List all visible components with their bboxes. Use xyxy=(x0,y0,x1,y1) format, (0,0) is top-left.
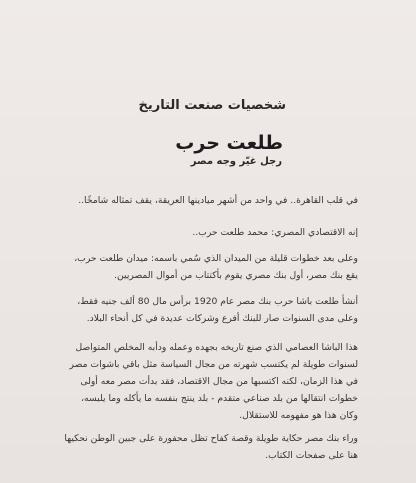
paragraph: إنه الاقتصادي المصري: محمد طلعت حرب.. xyxy=(192,227,358,238)
paragraph: وعلى بعد خطوات قليلة من الميدان الذي سُمي باسمه: ميدان طلعت حرب، يقع بنك مصر، أول بنك مصري يقوم بأكتتاب من أموال المصريين. xyxy=(74,253,358,281)
paragraph: في قلب القاهرة.. في واحد من أشهر ميادينها العريقة، يقف تمثاله شامخًا.. xyxy=(78,195,358,206)
paragraph: وراء بنك مصر حكاية طويلة وقصة كفاح تظل محفورة على جبين الوطن نحكيها هنا على صفحات الكتاب. xyxy=(64,433,358,461)
series-title: شخصيات صنعت التاريخ xyxy=(138,98,286,113)
paragraph: أنشأ طلعت باشا حرب بنك مصر عام 1920 برأس مال 80 ألف جنيه فقط، وعلى مدى السنوات صار للبنك أفرع وشركات عديدة في كل أنحاء البلاد. xyxy=(77,296,358,324)
page-subtitle: رجل غيّر وجه مصر xyxy=(190,156,282,167)
page-title: طلعت حرب xyxy=(175,132,283,154)
paragraph: هذا الباشا العصامي الذي صنع تاريخه بجهده وعمله ودأبه المخلص المتواصل لسنوات طويلة لم يكتسب شهرته من مجال السياسة مثل باقي باشوات مصر في هذا الزمان، لكنه اكتسبها من مجال الاقتصاد، فقد بدأت مصر معه أولى خطوات انتقالها من بلد صناعي متقدم - بلد ينتج بنفسه ما يأكله وما يلبسه، وكان هذا هو مفهومه للاستقلال. xyxy=(69,342,358,421)
